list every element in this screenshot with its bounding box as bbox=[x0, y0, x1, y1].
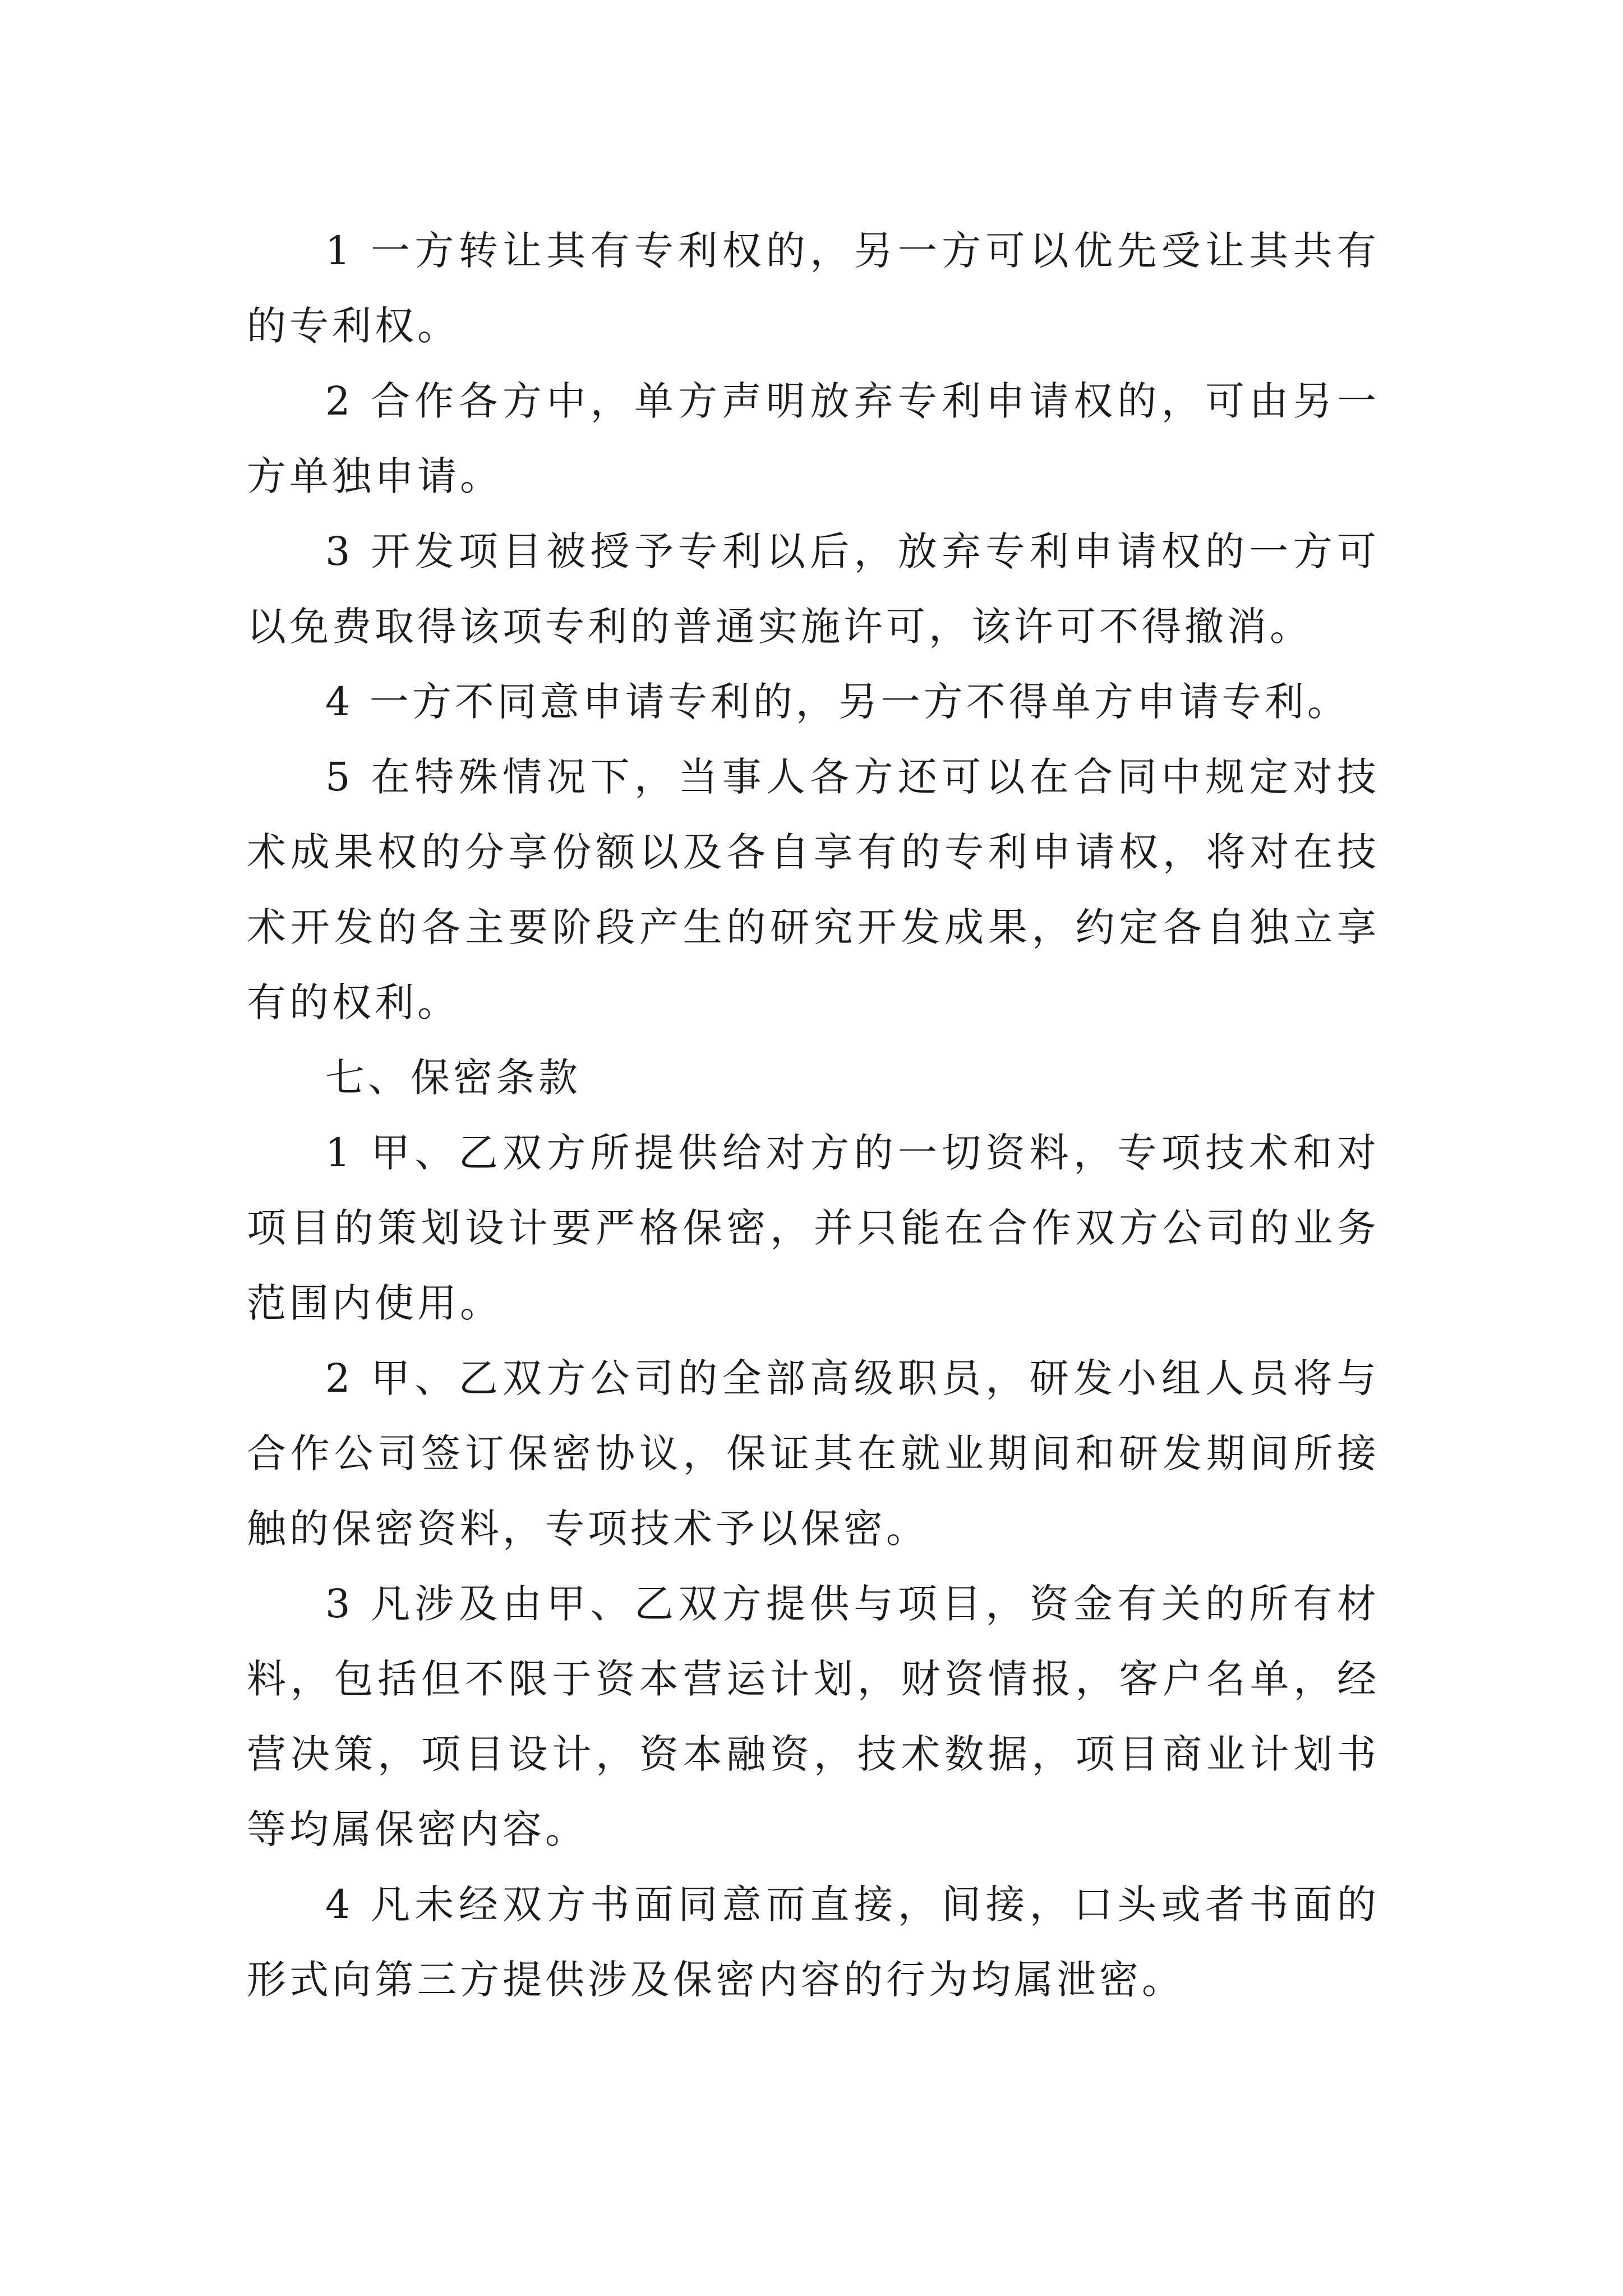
document-body bbox=[247, 213, 1380, 2017]
paragraph-4: 4 一方不同意申请专利的，另一方不得单方申请专利。 bbox=[325, 679, 1350, 725]
paragraph-2: 2 合作各方中，单方声明放弃专利申请权的，可由另一方单独申请。 bbox=[247, 378, 1380, 499]
paragraph-3: 3 开发项目被授予专利以后，放弃专利申请权的一方可以免费取得该项专利的普通实施许可，该许可不得撤消。 bbox=[247, 528, 1380, 650]
paragraph-1: 1 一方转让其有专利权的，另一方可以优先受让其共有的专利权。 bbox=[247, 228, 1380, 349]
paragraph-10: 4 凡未经双方书面同意而直接，间接，口头或者书面的形式向第三方提供涉及保密内容的行为均属泄密。 bbox=[247, 1881, 1380, 2003]
paragraph-9: 3 凡涉及由甲、乙双方提供与项目，资金有关的所有材料，包括但不限于资本营运计划，财资情报，客户名单，经营决策，项目设计，资本融资，技术数据，项目商业计划书等均属保密内容。 bbox=[247, 1581, 1380, 1852]
paragraph-5: 5 在特殊情况下，当事人各方还可以在合同中规定对技术成果权的分享份额以及各自享有的专利申请权，将对在技术开发的各主要阶段产生的研究开发成果，约定各自独立享有的权利。 bbox=[247, 754, 1380, 1025]
paragraph-7: 1 甲、乙双方所提供给对方的一切资料，专项技术和对项目的策划设计要严格保密，并只能在合作双方公司的业务范围内使用。 bbox=[247, 1130, 1380, 1326]
section-heading-confidentiality: 七、保密条款 bbox=[325, 1055, 581, 1101]
paragraph-8: 2 甲、乙双方公司的全部高级职员，研发小组人员将与合作公司签订保密协议，保证其在就业期间和研发期间所接触的保密资料，专项技术予以保密。 bbox=[247, 1355, 1380, 1552]
